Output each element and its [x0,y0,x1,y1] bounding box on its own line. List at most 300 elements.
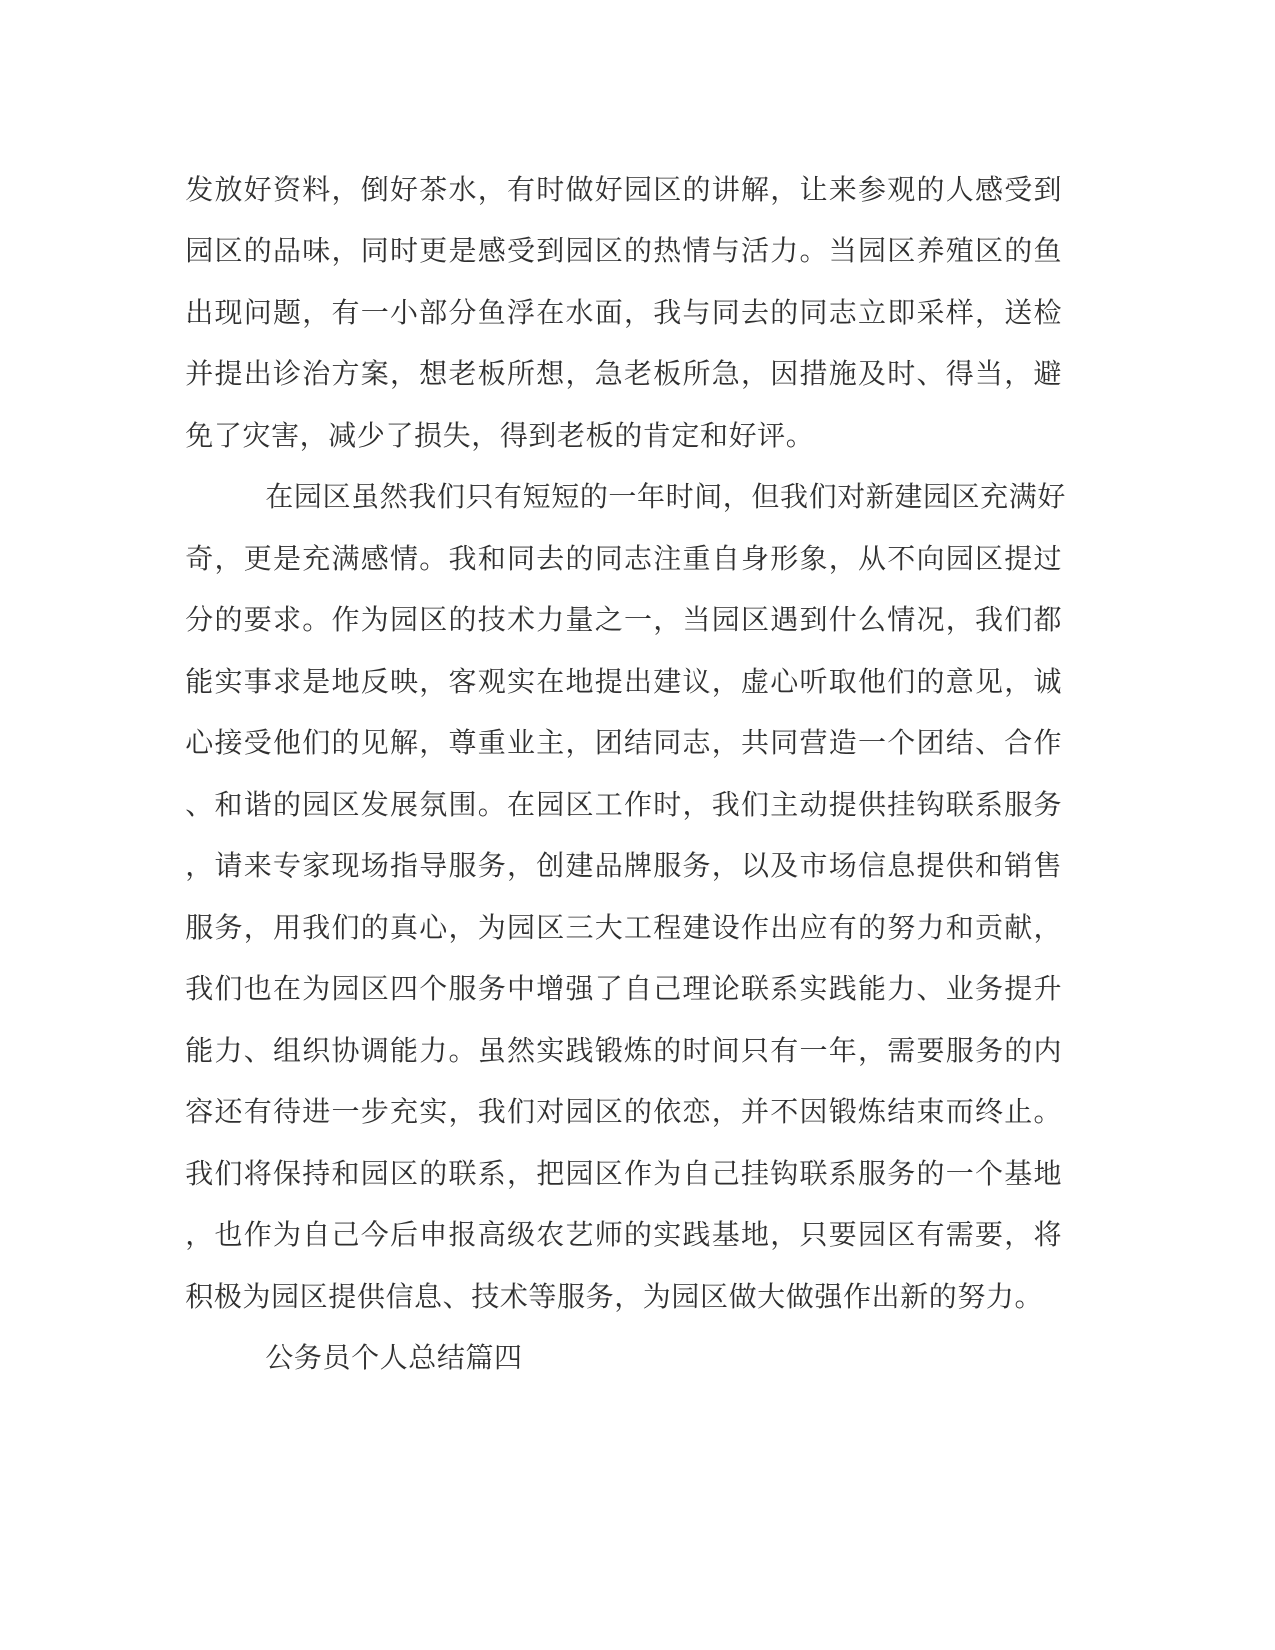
glyph: ， [1004,359,1033,391]
glyph: 氛 [419,789,448,821]
glyph: 满 [331,543,360,575]
glyph: 程 [653,912,682,944]
glyph: 定 [671,420,700,452]
glyph: 年 [637,482,666,514]
glyph: ， [419,666,448,698]
glyph: 量 [565,605,594,637]
glyph: 的 [653,1035,682,1067]
glyph: 样 [945,297,974,329]
glyph: 来 [828,174,857,206]
glyph: 们 [507,1097,536,1129]
glyph: 专 [273,851,302,883]
glyph: 出 [871,1281,900,1313]
glyph: 出 [185,297,214,329]
glyph: ， [614,1281,643,1313]
glyph: 讲 [711,174,740,206]
glyph: 为 [302,974,331,1006]
glyph: 鱼 [1033,236,1062,268]
glyph: 去 [741,297,770,329]
glyph: 重 [682,543,711,575]
glyph: 提 [214,359,243,391]
glyph: 大 [594,912,623,944]
glyph: 议 [682,666,711,698]
glyph: 们 [436,482,465,514]
glyph: 志 [624,543,653,575]
glyph: 在 [536,297,565,329]
glyph: 受 [507,236,536,268]
glyph: 他 [858,666,887,698]
glyph: 个 [419,974,448,1006]
glyph: 园 [507,912,536,944]
glyph: 现 [331,851,360,883]
glyph: 信 [385,1281,414,1313]
glyph: 园 [711,605,740,637]
glyph: 团 [916,728,945,760]
glyph: 展 [390,789,419,821]
glyph: 场 [360,851,389,883]
glyph: 服 [448,974,477,1006]
glyph: 品 [594,851,623,883]
glyph: 的 [614,420,643,452]
glyph: 炼 [858,1097,887,1129]
text-line [185,1144,1062,1206]
text-line [185,898,1062,960]
glyph: 场 [828,851,857,883]
glyph: 对 [536,1097,565,1129]
glyph: 己 [653,974,682,1006]
glyph: 园 [302,789,331,821]
glyph: 不 [887,543,916,575]
glyph: 一 [858,728,887,760]
glyph: 评 [757,420,786,452]
glyph: 的 [916,174,945,206]
glyph: 做 [565,174,594,206]
glyph: 更 [419,236,448,268]
glyph: 有 [331,297,360,329]
glyph: 、 [442,1281,471,1313]
glyph: 践 [828,974,857,1006]
text-line [185,714,1062,776]
glyph: 系 [828,1158,857,1190]
glyph: 升 [1033,974,1062,1006]
glyph: 主 [770,789,799,821]
glyph: 做 [785,1281,814,1313]
glyph: 资 [273,174,302,206]
glyph: 充 [980,482,1009,514]
glyph: 求 [273,666,302,698]
glyph: 我 [302,912,331,944]
glyph: 建 [653,666,682,698]
glyph: 和 [331,1158,360,1190]
glyph: 作 [624,1158,653,1190]
glyph: 当 [682,605,711,637]
glyph: 供 [858,789,887,821]
glyph: 间 [694,482,723,514]
glyph: 与 [711,236,740,268]
glyph: 立 [858,297,887,329]
glyph: 区 [214,236,243,268]
glyph: 间 [711,1035,740,1067]
glyph: ， [711,1097,740,1129]
glyph: 务 [975,974,1004,1006]
glyph: 建 [682,912,711,944]
glyph: 为 [653,1158,682,1190]
glyph: 工 [594,789,623,821]
glyph: 有 [916,1220,945,1252]
glyph: 园 [565,1158,594,1190]
glyph: 地 [741,1220,770,1252]
glyph: 区 [360,974,389,1006]
glyph: 技 [471,1281,500,1313]
glyph: 时 [536,174,565,206]
glyph: 的 [579,482,608,514]
glyph: 己 [331,1220,360,1252]
glyph: 能 [390,1035,419,1067]
text-line [185,283,1062,345]
glyph: 作 [842,1281,871,1313]
glyph: 自 [624,974,653,1006]
glyph: 减 [328,420,357,452]
glyph: ， [1004,666,1033,698]
glyph: 是 [302,666,331,698]
glyph: 园 [360,1158,389,1190]
glyph: 区 [565,789,594,821]
text-line [185,222,1062,284]
glyph: ， [722,482,751,514]
glyph: 来 [243,851,272,883]
glyph: 们 [808,482,837,514]
glyph: ， [711,851,740,883]
glyph: 服 [858,1158,887,1190]
glyph: 诊 [273,359,302,391]
glyph: 技 [477,605,506,637]
glyph: 受 [1004,174,1033,206]
glyph: 一 [799,1035,828,1067]
glyph: 只 [741,1035,770,1067]
glyph: 团 [594,728,623,760]
glyph: 要 [828,1220,857,1252]
glyph: 同 [770,728,799,760]
glyph: 对 [837,482,866,514]
glyph: 区 [594,1097,623,1129]
glyph: 即 [887,297,916,329]
glyph: 园 [390,605,419,637]
glyph: 需 [945,1220,974,1252]
glyph: 园 [858,236,887,268]
glyph: 基 [711,1220,740,1252]
glyph: 急 [594,359,623,391]
glyph: 挂 [887,789,916,821]
glyph: 观 [887,174,916,206]
glyph: 围 [448,789,477,821]
glyph: 联 [945,789,974,821]
glyph: 设 [711,912,740,944]
glyph: 要 [916,1035,945,1067]
glyph: 听 [799,666,828,698]
glyph: 和 [945,912,974,944]
glyph: 意 [945,666,974,698]
glyph: 与 [682,297,711,329]
glyph: 在 [536,666,565,698]
glyph: 后 [390,1220,419,1252]
glyph: 老 [624,359,653,391]
glyph: 建 [894,482,923,514]
glyph: 区 [975,543,1004,575]
glyph: 力 [419,1035,448,1067]
glyph: 强 [565,974,594,1006]
glyph: 作 [624,789,653,821]
glyph: 避 [1033,359,1062,391]
glyph: 献 [1004,912,1033,944]
glyph: ， [448,1097,477,1129]
glyph: 想 [419,359,448,391]
glyph: 依 [653,1097,682,1129]
glyph: 持 [302,1158,331,1190]
glyph: 满 [1008,482,1037,514]
glyph: 出 [770,912,799,944]
glyph: 务 [214,912,243,944]
glyph: 应 [799,912,828,944]
glyph: 我 [408,482,437,514]
text-line [185,529,1062,591]
text-line [185,652,1062,714]
glyph: 形 [770,543,799,575]
glyph: 园 [185,236,214,268]
glyph: 的 [624,1097,653,1129]
glyph: 遇 [770,605,799,637]
glyph: 他 [273,728,302,760]
glyph: 好 [390,174,419,206]
glyph: 同 [711,297,740,329]
glyph: 把 [536,1158,565,1190]
glyph: 个 [975,1158,1004,1190]
glyph: ， [770,174,799,206]
glyph: 待 [273,1097,302,1129]
glyph: 因 [770,359,799,391]
glyph: 区 [975,236,1004,268]
glyph: 。 [477,789,506,821]
glyph: 损 [414,420,443,452]
glyph: 注 [653,543,682,575]
glyph: 今 [360,1220,389,1252]
glyph: 和 [699,420,728,452]
glyph: 结 [624,728,653,760]
glyph: 园 [271,1281,300,1313]
glyph: 组 [273,1035,302,1067]
glyph: 所 [507,359,536,391]
glyph: 能 [185,666,214,698]
glyph: 解 [741,174,770,206]
glyph: ， [682,789,711,821]
glyph: 味 [302,236,331,268]
glyph: 板 [653,359,682,391]
glyph: 反 [360,666,389,698]
glyph: 少 [356,420,385,452]
glyph: 市 [799,851,828,883]
glyph: 并 [185,359,214,391]
glyph: ， [390,359,419,391]
glyph: 们 [741,789,770,821]
glyph: 的 [624,236,653,268]
glyph: 供 [945,851,974,883]
glyph: 作 [243,1220,272,1252]
glyph: 了 [385,420,414,452]
glyph: 老 [557,420,586,452]
glyph: 区 [299,1281,328,1313]
glyph: 销 [1004,851,1033,883]
glyph: 的 [624,1220,653,1252]
glyph: 出 [624,666,653,698]
glyph: 、 [185,789,214,821]
glyph: 一 [331,1097,360,1129]
glyph: 将 [243,1158,272,1190]
glyph: 钩 [916,789,945,821]
glyph: 锻 [594,1035,623,1067]
paragraph-indent [185,498,265,499]
glyph: 牌 [624,851,653,883]
glyph: 活 [741,236,770,268]
glyph: 新 [865,482,894,514]
glyph: 有 [770,1035,799,1067]
glyph: 象 [799,543,828,575]
glyph: 我 [711,789,740,821]
glyph: 容 [185,1097,214,1129]
glyph: 虽 [477,1035,506,1067]
glyph: 心 [185,728,214,760]
glyph: 园 [671,1281,700,1313]
glyph: 建 [565,851,594,883]
glyph: 、 [975,728,1004,760]
glyph: 园 [565,236,594,268]
glyph: 我 [779,482,808,514]
glyph: 志 [682,728,711,760]
glyph: 区 [653,174,682,206]
glyph: 实 [653,1220,682,1252]
glyph: 急 [711,359,740,391]
glyph: 我 [975,605,1004,637]
glyph: 现 [214,297,243,329]
glyph: 贡 [975,912,1004,944]
glyph: 己 [711,1158,740,1190]
glyph: 服 [448,851,477,883]
glyph: 放 [214,174,243,206]
glyph: 务 [1033,789,1062,821]
glyph: 服 [653,851,682,883]
glyph: 奇 [185,543,214,575]
glyph: 篇 [465,1343,494,1375]
glyph: 步 [360,1097,389,1129]
glyph: 力 [985,1281,1014,1313]
glyph: 求 [273,605,302,637]
glyph: 人 [945,174,974,206]
glyph: 向 [916,543,945,575]
glyph: 营 [799,728,828,760]
glyph: 案 [360,359,389,391]
glyph: 时 [682,1035,711,1067]
glyph: 结 [887,1097,916,1129]
glyph: 地 [331,666,360,698]
glyph: 倒 [360,174,389,206]
glyph: 茶 [419,174,448,206]
glyph: 时 [653,789,682,821]
glyph: 的 [331,728,360,760]
glyph: 而 [945,1097,974,1129]
glyph: 水 [565,297,594,329]
glyph: 论 [711,974,740,1006]
glyph: 息 [887,851,916,883]
glyph: 品 [273,236,302,268]
glyph: 。 [799,236,828,268]
glyph: 得 [499,420,528,452]
glyph: 接 [214,728,243,760]
glyph: 系 [770,974,799,1006]
glyph: 钩 [770,1158,799,1190]
glyph: 区 [594,1158,623,1190]
glyph: 部 [419,297,448,329]
glyph: 区 [536,912,565,944]
glyph: ， [299,420,328,452]
glyph: 到 [799,605,828,637]
glyph: 合 [1004,728,1033,760]
glyph: 到 [1033,174,1062,206]
glyph: ， [214,543,243,575]
glyph: 园 [624,174,653,206]
glyph: 区 [331,789,360,821]
glyph: 们 [331,912,360,944]
glyph: 情 [682,236,711,268]
glyph: 区 [887,1220,916,1252]
glyph: 分 [185,605,214,637]
glyph: 见 [360,728,389,760]
glyph: 时 [887,359,916,391]
glyph: 积 [185,1281,214,1313]
glyph: 四 [390,974,419,1006]
glyph: 共 [741,728,770,760]
glyph: ， [507,851,536,883]
glyph: 止 [1004,1097,1033,1129]
glyph: 身 [741,543,770,575]
glyph: 一 [608,482,637,514]
glyph: 从 [858,543,887,575]
glyph: 申 [419,1220,448,1252]
glyph: 做 [728,1281,757,1313]
glyph: 题 [273,297,302,329]
glyph: 务 [293,1343,322,1375]
glyph: ， [975,297,1004,329]
glyph: 灾 [242,420,271,452]
glyph: 务 [975,1035,1004,1067]
glyph: 有 [494,482,523,514]
glyph: 。 [448,1035,477,1067]
glyph: 过 [1033,543,1062,575]
glyph: ， [1004,1220,1033,1252]
glyph: 出 [243,359,272,391]
text-line [185,1083,1062,1145]
glyph: 的 [1004,1035,1033,1067]
glyph: ， [770,1220,799,1252]
glyph: 好 [728,420,757,452]
glyph: 在 [273,974,302,1006]
glyph: 的 [1004,236,1033,268]
glyph: 然 [507,1035,536,1067]
glyph: 主 [536,728,565,760]
glyph: 感 [975,174,1004,206]
glyph: 之 [594,605,623,637]
glyph: 浮 [507,297,536,329]
glyph: ， [711,728,740,760]
glyph: 解 [390,728,419,760]
glyph: 参 [858,174,887,206]
